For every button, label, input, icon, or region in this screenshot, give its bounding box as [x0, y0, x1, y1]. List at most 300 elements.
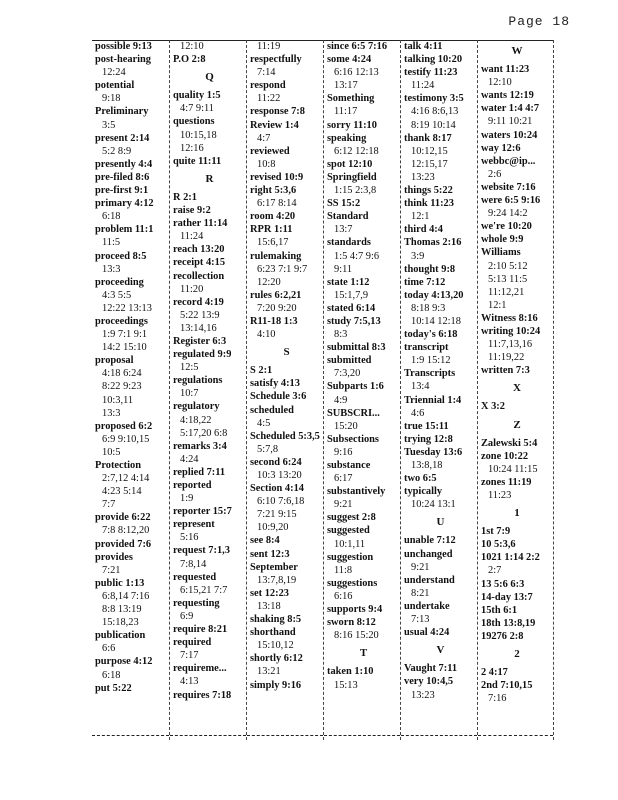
index-term: questions [173, 116, 215, 128]
index-page-refs: 6:10 7:6,18 [257, 496, 305, 508]
index-page-refs: 12:15,17 [411, 158, 448, 170]
index-letter-heading: S [283, 346, 290, 359]
index-term: Thomas 2:16 [404, 237, 462, 249]
column-bottom-rule [478, 735, 553, 736]
index-page-refs: 7:3,20 [334, 368, 361, 380]
index-column [169, 40, 246, 740]
index-term: two 6:5 [404, 473, 437, 485]
index-term: suggested [327, 525, 370, 537]
index-term: Vaught 7:11 [404, 663, 458, 675]
index-page-refs: 2:10 5:12 [488, 260, 528, 272]
index-page-refs: 6:9 [180, 610, 194, 622]
index-term: thank 8:17 [404, 132, 452, 144]
index-page-refs: 11:12,21 [488, 286, 525, 298]
index-page-refs: 10:15,18 [180, 129, 217, 141]
index-page-refs: 7:17 [180, 650, 199, 662]
index-term: some 4:24 [327, 54, 372, 66]
index-page-refs: 4:6 [411, 407, 425, 419]
index-term: shortly 6:12 [250, 653, 303, 665]
index-page-refs: 9:11 10:21 [488, 116, 533, 128]
index-page-refs: 6:23 7:1 9:7 [257, 263, 308, 275]
index-letter-heading: 2 [514, 648, 520, 661]
index-page-refs: 7:21 9:15 [257, 509, 297, 521]
index-page-refs: 4:23 5:14 [102, 486, 142, 498]
index-page-refs: 8:21 [411, 587, 430, 599]
index-term: way 12:6 [481, 142, 521, 154]
index-page-refs: 9:16 [334, 446, 353, 458]
index-page-refs: 11:19,22 [488, 352, 525, 364]
index-page-refs: 7:21 [102, 564, 121, 576]
index-term: 2nd 7:10,15 [481, 680, 533, 692]
index-page-refs: 7:20 9:20 [257, 302, 297, 314]
index-term: possible 9:13 [95, 41, 152, 52]
index-term: Standard [327, 211, 369, 223]
index-page-refs: 12:22 13:13 [102, 302, 152, 314]
index-page-refs: 12:20 [257, 276, 281, 288]
index-term: recollection [173, 270, 225, 282]
index-term: Schedule 3:6 [250, 391, 307, 403]
index-page-refs: 7:16 [488, 693, 507, 705]
index-page-refs: 4:7 [257, 132, 271, 144]
index-term: 19276 2:8 [481, 630, 524, 642]
index-page-refs: 10:5 [102, 446, 121, 458]
index-page-refs: 11:7,13,16 [488, 339, 533, 351]
index-page-refs: 10:24 13:1 [411, 499, 456, 511]
index-term: set 12:23 [250, 587, 289, 599]
index-term: want 11:23 [481, 64, 530, 76]
column-bottom-rule [247, 735, 323, 736]
index-page-refs: 13:3 [102, 407, 121, 419]
index-term: publication [95, 630, 146, 642]
index-letter-heading: 1 [514, 507, 520, 520]
index-page-refs: 15:20 [334, 420, 358, 432]
index-term: 15th 6:1 [481, 604, 518, 616]
index-page-refs: 8:22 9:23 [102, 381, 142, 393]
index-page-refs: 6:12 12:18 [334, 145, 379, 157]
index-page-refs: 10:24 11:15 [488, 463, 538, 475]
index-term: understand [404, 574, 455, 586]
index-term: post-hearing [95, 54, 151, 66]
index-term: testimony 3:5 [404, 93, 464, 105]
index-page-refs: 12:5 [180, 362, 199, 374]
index-term: scheduled [250, 404, 294, 416]
index-page-refs: 4:7 9:11 [180, 103, 214, 115]
index-term: purpose 4:12 [95, 656, 153, 668]
column-top-rule [92, 40, 169, 41]
index-term: quite 11:11 [173, 155, 222, 167]
index-term: 13 5:6 6:3 [481, 578, 525, 590]
index-page-refs: 1:15 2:3,8 [334, 185, 377, 197]
index-page-refs: 2:7,12 4:14 [102, 473, 150, 485]
index-term: taken 1:10 [327, 666, 374, 678]
index-term: Springfield [327, 171, 377, 183]
index-page-refs: 1:9 15:12 [411, 355, 451, 367]
index-term: testify 11:23 [404, 67, 458, 79]
index-term: Something [327, 93, 375, 105]
index-letter-heading: X [513, 382, 521, 395]
index-term: record 4:19 [173, 296, 224, 308]
index-page-refs: 12:1 [411, 211, 430, 223]
index-page-refs: 14:2 15:10 [102, 342, 147, 354]
index-term: requesting [173, 597, 220, 609]
index-page-refs: 4:9 [334, 394, 348, 406]
index-page-refs: 8:3 [334, 329, 348, 341]
index-page-refs: 7:8 8:12,20 [102, 525, 150, 537]
index-term: supports 9:4 [327, 604, 383, 616]
index-page-refs: 6:16 [334, 590, 353, 602]
index-term: presently 4:4 [95, 158, 153, 170]
index-term: proposed 6:2 [95, 420, 153, 432]
index-page-refs: 13:4 [411, 381, 430, 393]
index-page-refs: 4:18 6:24 [102, 368, 142, 380]
index-term: talk 4:11 [404, 41, 443, 52]
index-page-refs: 4:24 [180, 453, 199, 465]
index-term: whole 9:9 [481, 234, 524, 246]
index-term: website 7:16 [481, 181, 536, 193]
index-term: room 4:20 [250, 211, 296, 223]
index-term: reviewed [250, 145, 290, 157]
index-term: RPR 1:11 [250, 224, 293, 236]
index-term: reported [173, 480, 212, 491]
index-term: Review 1:4 [250, 119, 299, 131]
index-column [92, 40, 169, 740]
index-term: right 5:3,6 [250, 185, 297, 197]
index-page-refs: 4:10 [257, 329, 276, 341]
index-term: Register 6:3 [173, 335, 227, 347]
index-term: Subparts 1:6 [327, 381, 384, 393]
index-term: Triennial 1:4 [404, 394, 462, 406]
index-term: Protection [95, 460, 141, 471]
index-term: requireme... [173, 663, 227, 675]
index-page-refs: 2:6 [488, 168, 502, 180]
index-page-refs: 13:17 [334, 80, 358, 92]
index-page-refs: 13:23 [411, 689, 435, 701]
index-page-refs: 15:6,17 [257, 237, 289, 249]
index-page-refs: 5:22 13:9 [180, 309, 220, 321]
index-page-refs: 10:9,20 [257, 522, 289, 534]
index-term: webbc@ip... [481, 155, 536, 167]
index-term: today 4:13,20 [404, 289, 464, 301]
index-term: Tuesday 13:6 [404, 446, 463, 458]
index-page-refs: 12:24 [102, 67, 126, 79]
index-term: September [250, 561, 298, 573]
index-page-refs: 7:8,14 [180, 558, 207, 570]
index-term: transcript [404, 342, 449, 354]
column-bottom-rule [401, 735, 477, 736]
index-page-refs: 11:24 [180, 231, 204, 243]
index-page-refs: 15:10,12 [257, 640, 294, 652]
index-term: very 10:4,5 [404, 676, 454, 688]
index-page-refs: 9:21 [334, 499, 353, 511]
index-page-refs: 3:5 [102, 119, 116, 131]
word-index [92, 40, 558, 740]
index-term: speaking [327, 132, 367, 144]
index-term: state 1:12 [327, 276, 370, 288]
index-letter-heading: V [436, 644, 445, 657]
index-page-refs: 10:3 13:20 [257, 470, 302, 481]
index-term: true 15:11 [404, 420, 449, 432]
index-term: sent 12:3 [250, 548, 290, 560]
index-page-refs: 11:19 [257, 41, 281, 52]
column-bottom-rule [324, 735, 400, 736]
index-page-refs: 6:17 [334, 473, 353, 485]
page-number: Page 18 [508, 14, 570, 29]
index-term: P.O 2:8 [173, 54, 206, 66]
index-page-refs: 5:7,8 [257, 443, 279, 455]
index-term: respond [250, 80, 286, 92]
index-page-refs: 10:1,11 [334, 538, 366, 550]
index-term: provides [95, 551, 133, 563]
index-column [246, 40, 323, 740]
index-term: water 1:4 4:7 [481, 103, 540, 115]
index-page-refs: 1:9 [180, 493, 194, 505]
index-page-refs: 11:23 [488, 490, 512, 501]
index-term: study 7:5,13 [327, 315, 381, 327]
index-page-refs: 2:7 [488, 565, 502, 577]
index-letter-heading: U [436, 516, 445, 529]
index-term: suggest 2:8 [327, 512, 376, 524]
index-term: reporter 15:7 [173, 506, 232, 518]
index-term: 1st 7:9 [481, 526, 511, 538]
index-term: spot 12:10 [327, 158, 373, 170]
index-term: Transcripts [404, 368, 456, 380]
index-term: raise 9:2 [173, 205, 211, 217]
index-term: reach 13:20 [173, 244, 225, 256]
index-term: suggestions [327, 577, 378, 589]
index-page-refs: 12:1 [488, 299, 507, 311]
column-bottom-rule [92, 735, 169, 736]
index-page-refs: 13:21 [257, 666, 281, 678]
index-term: zones 11:19 [481, 476, 532, 488]
index-term: Subsections [327, 433, 379, 445]
index-term: 18th 13:8,19 [481, 617, 536, 629]
index-term: S 2:1 [250, 365, 273, 377]
index-term: rulemaking [250, 250, 302, 262]
index-term: proceeding [95, 276, 144, 288]
index-page-refs: 15:18,23 [102, 617, 139, 629]
index-page-refs: 1:5 4:7 9:6 [334, 250, 380, 262]
index-page-refs: 13:7 [334, 224, 353, 236]
index-term: trying 12:8 [404, 433, 453, 445]
index-term: provide 6:22 [95, 512, 151, 524]
index-page-refs: 1:9 7:1 9:1 [102, 329, 148, 341]
index-page-refs: 12:16 [180, 142, 204, 154]
index-page-refs: 6:18 [102, 669, 121, 681]
index-page-refs: 10:8 [257, 158, 276, 170]
index-term: 14-day 13:7 [481, 591, 533, 603]
index-term: respectfully [250, 54, 302, 66]
index-term: 1021 1:14 2:2 [481, 552, 540, 564]
index-term: requested [173, 571, 217, 583]
index-term: pre-first 9:1 [95, 185, 149, 197]
index-page-refs: 5:16 [180, 532, 199, 544]
index-term: provided 7:6 [95, 538, 152, 550]
column-bottom-rule [170, 735, 246, 736]
index-page-refs: 13:23 [411, 171, 435, 183]
index-page-refs: 9:18 [102, 93, 121, 105]
index-page-refs: 4:13 [180, 676, 199, 688]
index-term: receipt 4:15 [173, 257, 226, 269]
index-page-refs: 12:10 [180, 41, 204, 52]
index-letter-heading: T [359, 647, 368, 660]
index-page-refs: 5:13 11:5 [488, 273, 528, 285]
index-term: since 6:5 7:16 [327, 41, 388, 52]
index-term: proceedings [95, 315, 148, 327]
index-page-refs: 7:14 [257, 67, 276, 79]
index-term: written 7:3 [481, 365, 530, 377]
index-term: see 8:4 [250, 535, 280, 547]
index-term: zone 10:22 [481, 450, 529, 462]
index-term: problem 11:1 [95, 224, 154, 236]
index-term: represent [173, 519, 215, 531]
column-top-rule [478, 40, 553, 41]
index-term: required [173, 637, 212, 649]
index-term: time 7:12 [404, 276, 446, 288]
index-page-refs: 3:9 [411, 250, 425, 262]
index-page-refs: 8:18 9:3 [411, 302, 446, 314]
index-term: response 7:8 [250, 106, 305, 118]
index-term: put 5:22 [95, 682, 132, 694]
index-term: SS 15:2 [327, 198, 361, 210]
index-term: second 6:24 [250, 456, 302, 468]
index-letter-heading: Z [513, 418, 521, 431]
index-term: Witness 8:16 [481, 312, 538, 324]
index-term: we're 10:20 [481, 221, 532, 233]
index-term: X 3:2 [481, 401, 505, 413]
index-term: writing 10:24 [481, 325, 541, 337]
index-term: usual 4:24 [404, 627, 450, 639]
index-term: sorry 11:10 [327, 119, 377, 131]
index-page-refs: 9:21 [411, 561, 430, 573]
index-term: remarks 3:4 [173, 440, 227, 452]
index-term: substantively [327, 486, 386, 498]
index-term: requires 7:18 [173, 689, 232, 701]
index-page-refs: 11:17 [334, 106, 358, 118]
index-term: typically [404, 486, 443, 498]
index-term: Zalewski 5:4 [481, 437, 538, 449]
index-term: primary 4:12 [95, 198, 154, 210]
index-term: proposal [95, 355, 134, 367]
index-term: wants 12:19 [481, 90, 534, 102]
column-top-rule [247, 40, 323, 41]
index-term: stated 6:14 [327, 302, 376, 314]
index-term: regulations [173, 375, 223, 387]
index-term: potential [95, 80, 135, 92]
index-page-refs: 13:3 [102, 263, 121, 275]
index-page-refs: 5:17,20 6:8 [180, 427, 228, 439]
index-term: unable 7:12 [404, 535, 456, 547]
index-term: R 2:1 [173, 191, 197, 203]
index-letter-heading: W [511, 45, 523, 57]
index-page-refs: 4:18,22 [180, 414, 212, 426]
index-term: rules 6:2,21 [250, 289, 302, 301]
index-term: R11-18 1:3 [250, 315, 298, 327]
index-page-refs: 10:14 12:18 [411, 315, 461, 327]
index-term: quality 1:5 [173, 90, 221, 102]
index-page-refs: 8:8 13:19 [102, 604, 142, 616]
index-term: third 4:4 [404, 224, 443, 236]
column-top-rule [401, 40, 477, 41]
index-term: substance [327, 460, 371, 471]
index-page-refs: 6:16 12:13 [334, 67, 379, 79]
index-term: Williams [481, 247, 521, 259]
index-page-refs: 6:15,21 7:7 [180, 584, 228, 596]
index-page-refs: 6:6 [102, 643, 116, 655]
index-term: submitted [327, 355, 372, 367]
index-page-refs: 15:13 [334, 679, 358, 691]
index-page-refs: 8:16 15:20 [334, 630, 379, 642]
index-page-refs: 11:24 [411, 80, 435, 92]
index-page-refs: 4:5 [257, 417, 271, 429]
index-term: shaking 8:5 [250, 614, 302, 626]
index-page-refs: 10:12,15 [411, 145, 448, 157]
index-page-refs: 8:19 10:14 [411, 119, 456, 131]
index-term: standards [327, 237, 371, 249]
index-term: present 2:14 [95, 132, 150, 144]
index-term: Section 4:14 [250, 483, 304, 495]
index-page-refs: 6:8,14 7:16 [102, 590, 150, 602]
index-term: satisfy 4:13 [250, 378, 300, 390]
index-page-refs: 7:7 [102, 499, 116, 511]
index-page-refs: 11:5 [102, 237, 121, 249]
index-page-refs: 6:18 [102, 211, 121, 223]
index-page-refs: 9:24 14:2 [488, 208, 528, 220]
index-term: sworn 8:12 [327, 617, 376, 629]
index-page-refs: 4:16 8:6,13 [411, 106, 459, 118]
index-term: unchanged [404, 548, 453, 560]
index-term: rather 11:14 [173, 218, 228, 230]
index-letter-heading: Q [205, 71, 214, 84]
index-term: pre-filed 8:6 [95, 171, 150, 183]
index-term: suggestion [327, 551, 374, 563]
column-top-rule [170, 40, 246, 41]
index-page-refs: 15:1,7,9 [334, 289, 369, 301]
index-page-refs: 10:7 [180, 388, 199, 400]
index-page-refs: 7:13 [411, 614, 430, 626]
index-column [477, 40, 554, 740]
index-term: regulated 9:9 [173, 349, 232, 361]
index-page-refs: 11:22 [257, 93, 281, 105]
index-page-refs: 4:3 5:5 [102, 289, 132, 301]
index-page-refs: 13:8,18 [411, 460, 443, 471]
index-term: SUBSCRI... [327, 407, 380, 419]
index-term: Scheduled 5:3,5 [250, 430, 320, 442]
index-page-refs: 13:18 [257, 600, 281, 612]
index-page-refs: 13:14,16 [180, 322, 217, 334]
index-term: simply 9:16 [250, 679, 302, 691]
index-term: proceed 8:5 [95, 250, 147, 262]
index-term: waters 10:24 [481, 129, 538, 141]
index-term: 10 5:3,6 [481, 539, 516, 551]
column-top-rule [324, 40, 400, 41]
index-letter-heading: R [205, 172, 214, 185]
index-term: 2 4:17 [481, 667, 508, 679]
index-column [400, 40, 477, 740]
index-page-refs: 10:3,11 [102, 394, 134, 406]
index-term: revised 10:9 [250, 171, 304, 183]
index-page-refs: 6:17 8:14 [257, 198, 297, 210]
index-column [323, 40, 400, 740]
index-term: public 1:13 [95, 577, 145, 589]
index-term: thought 9:8 [404, 263, 456, 275]
index-term: talking 10:20 [404, 54, 463, 66]
index-term: regulatory [173, 401, 220, 413]
index-term: undertake [404, 600, 450, 612]
index-term: things 5:22 [404, 185, 453, 197]
index-term: think 11:23 [404, 198, 454, 210]
index-term: submittal 8:3 [327, 342, 386, 354]
index-term: today's 6:18 [404, 329, 458, 341]
